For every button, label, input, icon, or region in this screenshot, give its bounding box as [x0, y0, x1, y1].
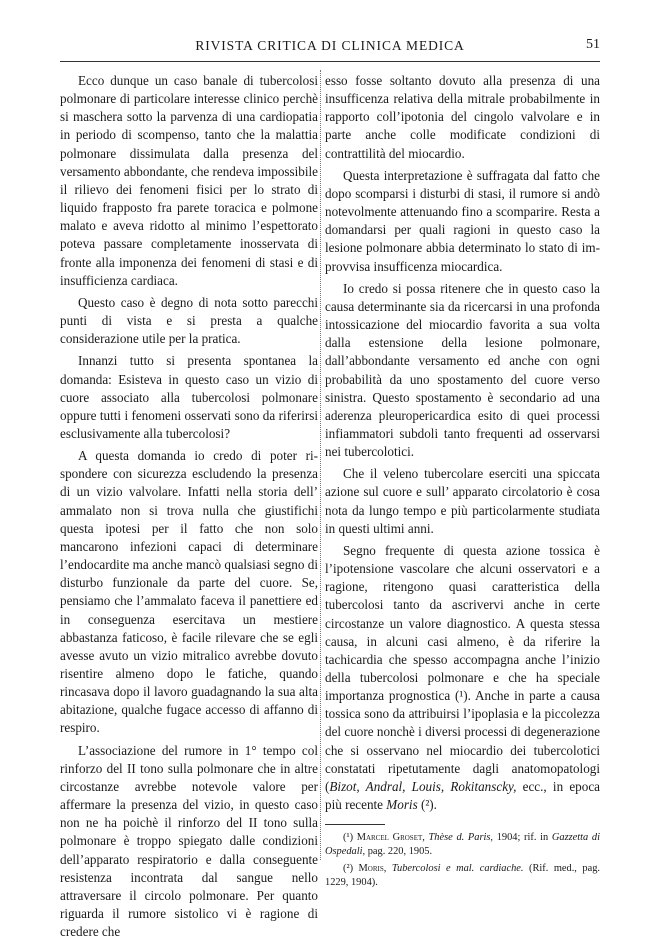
cited-authors: Bizot, Andral, Louis, Rokitanscky, — [329, 778, 517, 794]
left-column — [60, 72, 318, 941]
footnote-1-end: pag. 220, 1905. — [365, 845, 433, 857]
page-header — [60, 36, 600, 58]
right-paragraph-5-text-c: (²). — [417, 797, 437, 813]
cited-author-moris: Moris — [386, 797, 418, 813]
footnote-2 — [325, 862, 600, 889]
footnote-1 — [325, 831, 600, 858]
left-paragraph-5: L’associazione del rumore in 1° tempo col rinforzo del II tono sulla polmonare che in altre circostanze avrebbe notevole valore per affermare la presenza del vizio, in questo caso non ne ha poichè il rinforzo del II tono sulla polmonare è troppo spiegato dalle condizioni dell’apparato respiratorio e dalla conseguente resistenza incontrata dal sangue nello attraversare il circolo polmonare. Per quanto riguarda il rumore sistolico vi è ragione di credere che — [60, 742, 318, 940]
left-paragraph-3: Innanzi tutto si presenta spontanea la domanda: Esisteva in questo caso un vizio di cuore associato alla tubercolosi polmonare oppure tutti i fenomeni osservati sono da riferirsi esclusivamente alla tubercolosi? — [60, 353, 318, 441]
left-paragraph-1: Ecco dunque un caso banale di tubercolosi polmonare di particolare interesse clinico perchè si maschera sotto la parvenza di una cardiopatia in periodo di scompenso, tanto che la malattia polmonare dissimulata dalla presenza del versamento abbondante, che rendeva impossibile il rilievo dei fenomeni fisici per lo strato di liquido frapposto fra parete toracica e polmone malato e aveva ridotto al minimo l’espettorato poteva passare completamente inosservata di fronte alla imponenza dei fenomeni di stasi e di insufficienza cardiaca. — [60, 73, 318, 288]
footnote-1-mark: (¹) — [343, 832, 357, 844]
footnote-2-mark: (²) — [343, 863, 359, 875]
right-paragraph-2: Questa interpretazione è suffragata dal fatto che dopo scomparsi i disturbi di stasi, il rumore si andò notevolmente attenuando fino a scomparire. Resta a domandarsi per quali ragioni in questo caso la lesione polmonare abbia determinato lo stato di improvvisa insufficenza miocardica. — [325, 167, 600, 274]
header-rule — [60, 61, 600, 62]
running-title: RIVISTA CRITICA DI CLINICA MEDICA — [195, 38, 465, 53]
right-paragraph-5 — [325, 542, 600, 814]
right-paragraph-5-text-b: ecc., in epoca più recente — [325, 778, 600, 813]
right-column — [325, 72, 600, 889]
right-paragraph-4: Che il veleno tubercolare eserciti una spiccata azione sul cuore e sull’ apparato circolatorio è cosa nota da lungo tempo e più particolarmente studiata in questi ultimi anni. — [325, 466, 600, 536]
right-paragraph-3: Io credo si possa ritenere che in questo caso la causa determinante sia da ricercarsi in una profonda intossicazione del miocardio favorita a sua volta dalla estensione della lesione polmonare, dall’abbondante versamento ed anche con ogni probabilità da uno spostamento del cuore verso sinistra. Questo spostamento è secondario ad una aderenza pleuropericardica esito di quei processi infiammatori subdoli tanto frequenti ad osservarsi nei tubercolotici. — [325, 280, 600, 460]
footnote-rule — [325, 824, 385, 825]
left-paragraph-2: Questo caso è degno di nota sotto parecchi punti di vista e si presta a qualche considerazione utile per la pratica. — [60, 294, 318, 347]
right-paragraph-5-text-a: Segno frequente di questa azione tossica è l’ipotensione vascolare che alcuni osservatori e a ragione, ritengono quasi caratteristica della tubercolosi tanto da ascrivervi anche in certe circostanze un valore diagnostico. A questa stessa causa, in alcuni casi almeno, è da riferire la tachicardia che spesso accompagna anche l’inizio della tubercolosi polmonare e che ha speciale importanza prognostica (¹). Anche in parte a causa tossica sono da attribuirsi l’ipoplasia e la piccolezza del cuore nonchè i diversi processi di degenerazione che si osservano nel miocardio dei tubercolotici constatati ripetutamente dagli anatomopatologi ( — [325, 542, 600, 794]
footnotes — [325, 831, 600, 889]
right-paragraph-1: esso fosse soltanto dovuto alla presenza di una insufficenza relativa della mitrale probabilmente in rapporto coll’ipotonia del cingolo valvolare e in parte anche colle modificate condizioni di contrattilità del miocardio. — [325, 73, 600, 161]
column-divider — [320, 70, 321, 860]
left-paragraph-4: A questa domanda io credo di poter rispondere con sicurezza escludendo la presenza di un vizio valvolare. Infatti nella storia dell’ ammalato non si trova nulla che giustifichi questa ipotesi per il fatto che non solo mancarono infezioni capaci di determinare l’endocardite ma anche mancò qualsiasi segno di disturbo funzionale da parte del cuore. Se, pensiamo che l’ammalato faceva il panettiere ed in conseguenza esercitava un mestiere abbastanza faticoso, è facile rilevare che se egli avesse avuto un vizio mitralico avrebbe dovuto risentire almeno dopo le fatiche, quando rincasava dopo il lavoro guadagnando la sua alta abitazione, qualche fugace accesso di affanno di respiro. — [60, 448, 318, 736]
footnote-1-title: Thèse d. Paris, — [424, 832, 494, 844]
footnote-1-author: Marcel Groset, — [356, 832, 425, 844]
footnote-1-rest: 1904; rif. in — [493, 832, 552, 844]
footnote-2-author: Moris, — [358, 863, 387, 875]
footnote-2-title: Tubercolosi e mal. cardiache. — [386, 863, 524, 875]
footnote-1-journal: Gazzetta di Ospedali, — [325, 832, 600, 857]
footnote-2-end: (Rif. med., pag. 1229, 1904). — [325, 863, 600, 888]
page-number: 51 — [586, 37, 600, 52]
